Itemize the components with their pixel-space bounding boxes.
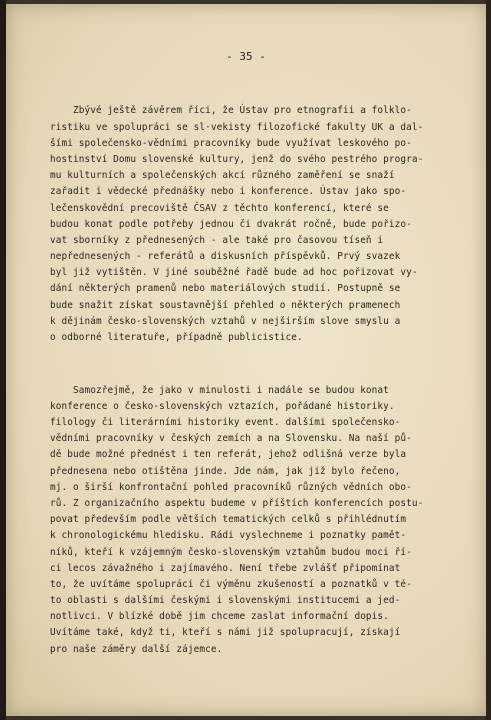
text-line: vat sborníky z přednesených - ale také pro časovou tíseň i bbox=[50, 234, 384, 246]
text-line: níků, kteří k vzájemným česko-slovenským vztahům budou moci ří- bbox=[50, 546, 412, 558]
text-line: nepřednesených - referátů a diskusních příspěvků. Prvý svazek bbox=[50, 251, 401, 263]
text-line: šími společensko-vědními pracovníky bude využívat leskového po- bbox=[50, 137, 412, 149]
text-line: hostinství Domu slovenské kultury, jenž do svého pestrého progra- bbox=[50, 153, 424, 165]
text-line: přednesena nebo otištěna jinde. Jde nám, jak již bylo řečeno, bbox=[50, 465, 401, 477]
body-text bbox=[50, 71, 470, 690]
text-line: o odborné literatuře, případně publicistice. bbox=[50, 332, 303, 344]
text-line: notlivci. V blízké době jim chceme zaslat informační dopis. bbox=[50, 611, 389, 623]
text-line: Uvítáme také, když ti, kteří s námi již spolupracují, získají bbox=[50, 627, 401, 639]
text-line: budou konat podle potřeby jednou či dvakrát ročně, bude pořizo- bbox=[50, 218, 412, 230]
page-number: - 35 - bbox=[226, 50, 266, 63]
text-line: vědními pracovníky v českých zemích a na Slovensku. Na naší pů- bbox=[50, 433, 412, 445]
text-line: k dějinám česko-slovenských vztahů v nejširším slove smyslu a bbox=[50, 315, 401, 327]
text-line: dání některých pramenů nebo materiálových studií. Postupně se bbox=[50, 283, 401, 295]
text-line: mu kulturních a společenských akcí různého zaměření se snaží bbox=[50, 170, 395, 182]
text-line: to oblasti s dalšími českými i slovenskými institucemi a jed- bbox=[50, 595, 401, 607]
text-line: povat především podle větších tematických celků s přihlédnutím bbox=[50, 514, 407, 526]
text-line: Samozřejmě, že jako v minulosti i nadále se budou konat bbox=[50, 384, 389, 396]
paragraph-2 bbox=[50, 383, 470, 658]
text-line: lečenskovědní precoviště ČSAV z těchto konferencí, které se bbox=[50, 202, 389, 214]
text-line: bude snažit získat soustavnější přehled o některých pramenech bbox=[50, 299, 401, 311]
page-edge-shadow bbox=[486, 0, 491, 720]
text-line: konference o česko-slovenských vztazích, pořádané historiky. bbox=[50, 400, 395, 412]
text-line: ristiku ve spolupráci se sl·vekisty filozofické fakulty UK a dal- bbox=[50, 121, 424, 133]
text-line: byl již vytištěn. V jiné souběžné řadě bude ad hoc pořizovat vy- bbox=[50, 267, 418, 279]
text-line: Zbývé ještě závěrem říci, že Ústav pro etnografii a folklo- bbox=[50, 105, 412, 117]
text-line: ci lecos závažného i zajímavého. Není třebe zvlášť připomínat bbox=[50, 562, 401, 574]
text-line: filology či literárními historiky event. dalšími společensko- bbox=[50, 417, 401, 428]
text-line: dě bude možné přednést i ten referát, jehož odlišná verze byla bbox=[50, 449, 407, 461]
document-page bbox=[6, 4, 486, 716]
text-line: mj. o širší konfrontační pohled pracovníků různých vědních obo- bbox=[50, 481, 412, 493]
text-line: rů. Z organizačního aspektu budeme v příštích konferencích postu- bbox=[50, 497, 424, 509]
text-line: pro naše záměry další zájemce. bbox=[50, 643, 223, 655]
text-line: to, že uvítáme spolupráci či výměnu zkušeností a poznatků v té- bbox=[50, 578, 412, 590]
text-line: zařadit i vědecké přednášky nebo i konference. Ústav jako spo- bbox=[50, 186, 407, 198]
paragraph-1 bbox=[50, 103, 470, 346]
text-line: k chronologickému hledisku. Rádi vyslechneme i poznatky pamět- bbox=[50, 530, 407, 542]
